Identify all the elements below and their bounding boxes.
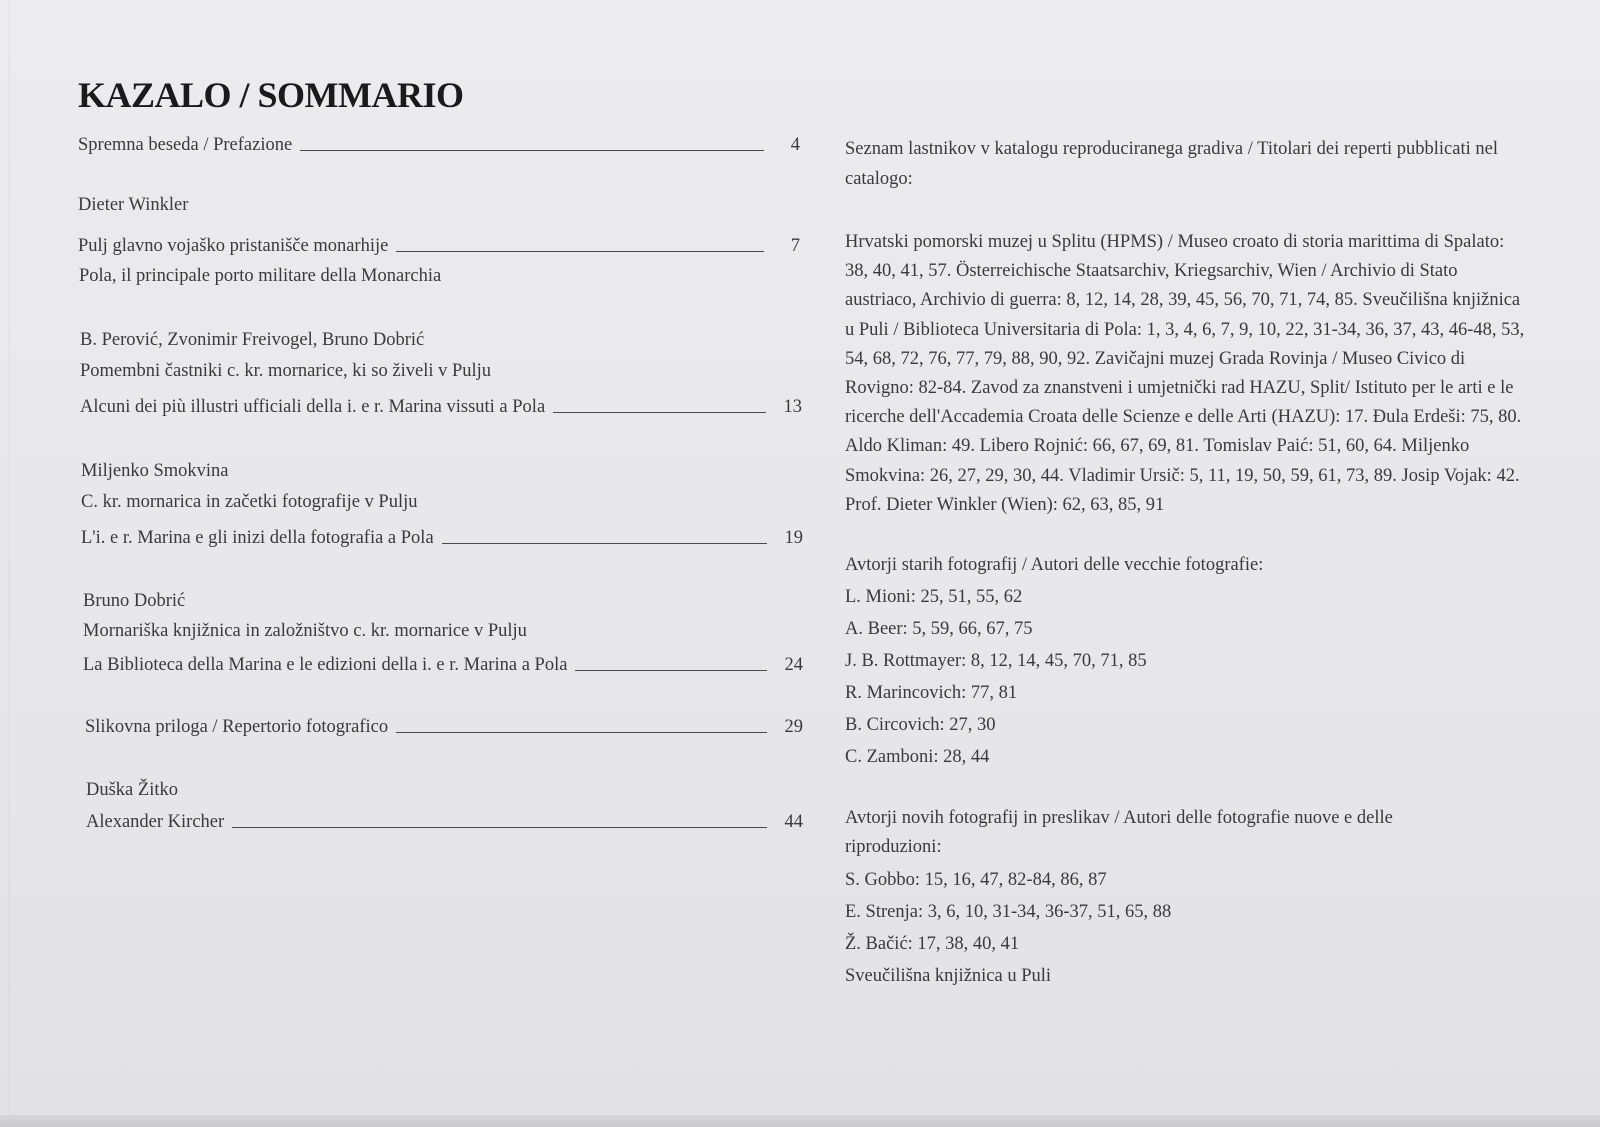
toc-page-number: 4 <box>790 135 800 155</box>
toc-author: Dieter Winkler <box>78 195 189 215</box>
owners-section <box>845 134 1525 194</box>
owners-list <box>845 228 1525 520</box>
list-item: Sveučilišna knjižnica u Puli <box>845 966 1052 986</box>
toc-author: Duška Žitko <box>86 780 178 800</box>
list-item: C. Zamboni: 28, 44 <box>845 747 990 767</box>
page-fold <box>8 0 11 1127</box>
toc-entry-title: Alexander Kircher <box>86 812 225 832</box>
toc-entry-photography <box>81 521 803 549</box>
toc-author: Miljenko Smokvina <box>81 461 229 481</box>
page-title: KAZALO / SOMMARIO <box>78 75 464 115</box>
toc-page-number: 44 <box>784 812 803 832</box>
owners-text: Hrvatski pomorski muzej u Splitu (HPMS) / Museo croato di storia marittima di Spalato: 38, 40, 41, 57. Österreichische Staatsarchiv, Kriegsarchiv, Wien / Archivio di Stato austriaco, Archivio di guerra: 8, 12, 14, 28, 39, 45, 56, 70, 71, 74, 85. Sveučilišna knjižnica u Puli / Biblioteca Universitaria di Pola: 1, 3, 4, 6, 7, 9, 10, 22, 31-34, 36, 37, 43, 46-48, 53, 54, 68, 72, 76, 77, 79, 88, 90, 92. Zavičajni muzej Grada Rovinja / Museo Civico di Rovigno: 82-84. Zavod za znanstveni i umjetnički rad HAZU, Split/ Istituto per le arti e le ricerche dell'Accademia Croata delle Scienze e delle Arti (HAZU): 17. Đula Erdeši: 75, 80. Aldo Kliman: 49. Libero Rojnić: 66, 67, 69, 81. Tomislav Paić: 51, 60, 64. Miljenko Smokvina: 26, 27, 29, 30, 44. Vladimir Ursič: 5, 11, 19, 50, 59, 61, 73, 89. Josip Vojak: 42. Prof. Dieter Winkler (Wien): 62, 63, 85, 91 <box>845 232 1525 515</box>
list-item: J. B. Rottmayer: 8, 12, 14, 45, 70, 71, 85 <box>845 651 1147 671</box>
toc-leader-line <box>396 251 764 252</box>
toc-page-number: 7 <box>790 236 800 256</box>
old-photo-section <box>845 549 1525 773</box>
new-photo-section <box>845 804 1445 992</box>
toc-entry-pulj <box>78 229 800 257</box>
list-item: L. Mioni: 25, 51, 55, 62 <box>845 587 1023 607</box>
toc-entry-title: Pulj glavno vojaško pristanišče monarhije <box>78 236 389 256</box>
toc-entry-preface <box>78 128 800 156</box>
toc-page-number: 24 <box>784 655 803 675</box>
toc-leader-line <box>553 412 766 413</box>
list-item: R. Marincovich: 77, 81 <box>845 683 1018 703</box>
toc-leader-line <box>442 543 767 544</box>
toc-subtitle: Pomembni častniki c. kr. mornarice, ki so živeli v Pulju <box>80 361 492 381</box>
toc-entry-title: La Biblioteca della Marina e le edizioni della i. e r. Marina a Pola <box>83 655 568 675</box>
toc-page-number: 19 <box>784 528 803 548</box>
toc-leader-line <box>232 827 767 828</box>
owners-heading: Seznam lastnikov v katalogu reproduciranega gradiva / Titolari dei reperti pubblicati nel catalogo: <box>845 139 1498 189</box>
list-item: B. Circovich: 27, 30 <box>845 715 996 735</box>
toc-entry-officers <box>80 390 802 418</box>
toc-leader-line <box>396 732 767 733</box>
toc-author: Bruno Dobrić <box>83 591 186 611</box>
list-item: A. Beer: 5, 59, 66, 67, 75 <box>845 619 1033 639</box>
toc-page-number: 29 <box>784 717 803 737</box>
toc-subtitle: Pola, il principale porto militare della Monarchia <box>79 266 442 286</box>
list-item: S. Gobbo: 15, 16, 47, 82-84, 86, 87 <box>845 870 1107 890</box>
toc-leader-line <box>300 150 764 151</box>
toc-subtitle: C. kr. mornarica in začetki fotografije v Pulju <box>81 492 418 512</box>
toc-entry-title: Slikovna priloga / Repertorio fotografico <box>85 717 389 737</box>
toc-entry-repertorio <box>85 710 803 738</box>
toc-entry-kircher <box>86 805 803 833</box>
toc-entry-title: Alcuni dei più illustri ufficiali della i. e r. Marina vissuti a Pola <box>80 397 546 417</box>
old-photo-heading: Avtorji starih fotografij / Autori delle vecchie fotografie: <box>845 555 1264 575</box>
toc-page-number: 13 <box>783 397 802 417</box>
toc-entry-title: Spremna beseda / Prefazione <box>78 135 293 155</box>
toc-author: B. Perović, Zvonimir Freivogel, Bruno Dobrić <box>80 330 425 350</box>
toc-subtitle: Mornariška knjižnica in založništvo c. kr. mornarice v Pulju <box>83 621 527 641</box>
toc-entry-library <box>83 648 803 676</box>
new-photo-heading: Avtorji novih fotografij in preslikav / Autori delle fotografie nuove e delle riproduzioni: <box>845 808 1393 857</box>
list-item: E. Strenja: 3, 6, 10, 31-34, 36-37, 51, 65, 88 <box>845 902 1172 922</box>
toc-leader-line <box>575 670 767 671</box>
toc-entry-title: L'i. e r. Marina e gli inizi della fotografia a Pola <box>81 528 434 548</box>
list-item: Ž. Bačić: 17, 38, 40, 41 <box>845 934 1020 954</box>
page-bottom-edge <box>0 1115 1600 1127</box>
